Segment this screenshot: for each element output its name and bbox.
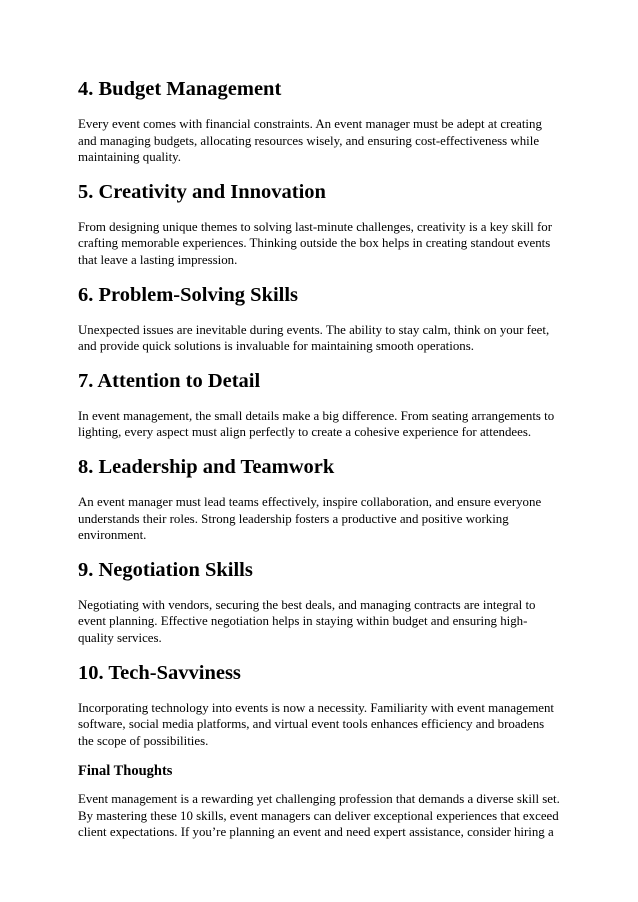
body-line: Negotiating with vendors, securing the best deals, and managing contracts are integral to (78, 597, 536, 612)
section-body-tech-savviness (78, 700, 562, 750)
final-thoughts-body (78, 791, 562, 841)
section-body-negotiation-skills (78, 597, 562, 647)
section-heading-tech-savviness: 10. Tech-Savviness (78, 661, 241, 684)
body-line: that leave a lasting impression. (78, 252, 238, 267)
body-line: software, social media platforms, and virtual event tools enhances efficiency and broadens (78, 717, 545, 732)
body-line: Every event comes with financial constraints. An event manager must be adept at creating (78, 117, 542, 131)
body-line: understands their roles. Strong leadership fosters a productive and positive working (78, 511, 509, 526)
body-line: environment. (78, 528, 147, 543)
section-body-leadership-teamwork (78, 494, 562, 544)
body-line: quality services. (78, 630, 162, 645)
section-heading-leadership-teamwork: 8. Leadership and Teamwork (78, 455, 335, 478)
body-line: client expectations. If you’re planning an event and need expert assistance, consider hiring a (78, 825, 554, 840)
body-line: and provide quick solutions is invaluable for maintaining smooth operations. (78, 339, 474, 354)
body-line: maintaining quality. (78, 150, 181, 165)
body-line: Incorporating technology into events is now a necessity. Familiarity with event management (78, 700, 554, 715)
body-line: the scope of possibilities. (78, 733, 209, 748)
final-thoughts-heading: Final Thoughts (78, 763, 173, 780)
body-line: Unexpected issues are inevitable during events. The ability to stay calm, think on your feet, (78, 322, 550, 337)
section-heading-budget-management: 4. Budget Management (78, 78, 282, 100)
body-line: event planning. Effective negotiation helps in staying within budget and ensuring high- (78, 614, 528, 629)
body-line: lighting, every aspect must align perfectly to create a cohesive experience for attendees. (78, 425, 532, 440)
body-line: Event management is a rewarding yet challenging profession that demands a diverse skill set. (78, 792, 560, 807)
body-line: An event manager must lead teams effectively, inspire collaboration, and ensure everyone (78, 494, 542, 509)
section-body-problem-solving (78, 322, 562, 355)
body-line: By mastering these 10 skills, event managers can deliver exceptional experiences that exceed (78, 808, 559, 823)
section-heading-problem-solving: 6. Problem-Solving Skills (78, 283, 299, 306)
section-heading-negotiation-skills: 9. Negotiation Skills (78, 558, 253, 581)
body-line: From designing unique themes to solving last-minute challenges, creativity is a key skill for (78, 219, 553, 234)
document-page (78, 76, 562, 854)
section-heading-creativity-innovation: 5. Creativity and Innovation (78, 180, 326, 203)
section-heading-attention-to-detail: 7. Attention to Detail (78, 369, 261, 392)
body-line: crafting memorable experiences. Thinking outside the box helps in creating standout events (78, 236, 551, 251)
section-body-budget-management (78, 116, 562, 166)
body-line: In event management, the small details make a big difference. From seating arrangements to (78, 408, 555, 423)
section-body-creativity-innovation (78, 219, 562, 269)
body-line: and managing budgets, allocating resources wisely, and ensuring cost-effectiveness while (78, 133, 540, 148)
section-body-attention-to-detail (78, 408, 562, 441)
